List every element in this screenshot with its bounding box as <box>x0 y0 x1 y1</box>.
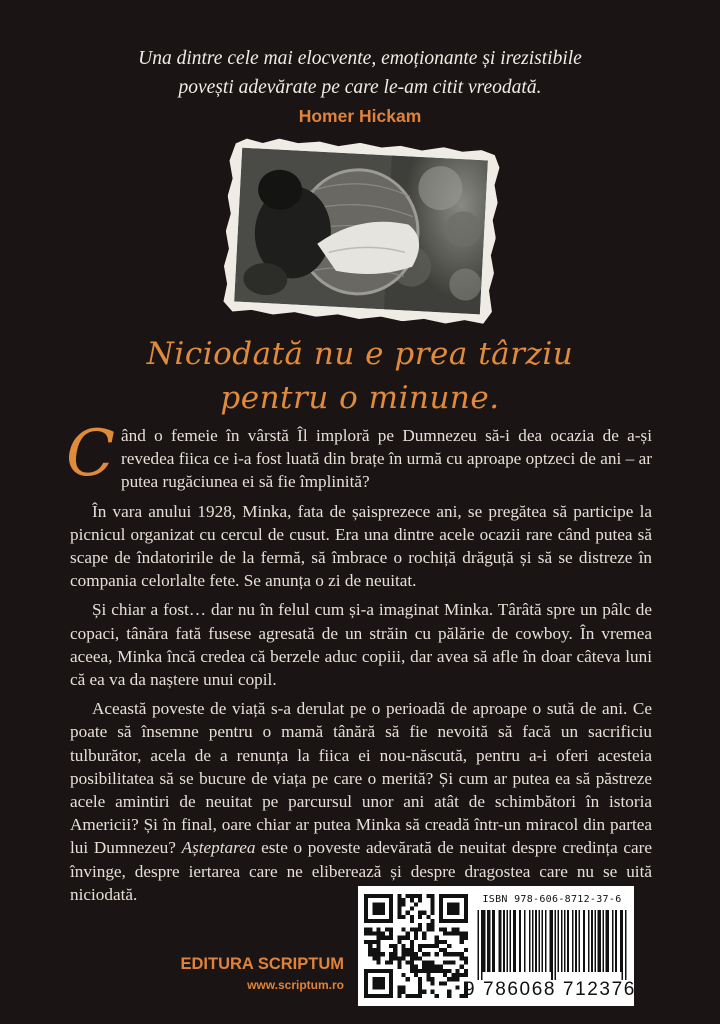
photo-image <box>234 148 488 315</box>
barcode <box>476 910 628 980</box>
quote-author: Homer Hickam <box>298 106 422 126</box>
publisher-name: EDITURA SCRIPTUM <box>180 955 344 973</box>
vintage-photo <box>222 136 501 326</box>
barcode-digits: 9 786068 712376 <box>464 979 636 1000</box>
quote-line-2: povești adevărate pe care le-am citit vreodată. <box>178 77 542 98</box>
paragraph-3: Și chiar a fost… dar nu în felul cum și-a imaginat Minka. Târâtă spre un pâlc de copaci, tânăra fată fusese agresată de un străin cu pălărie de cowboy. În vremea aceea, Minka încă credea că berzele aduc copiii, dar avea să afle în doar câteva luni că ea va da naștere unui copil. <box>70 600 652 690</box>
endorsement-quote <box>40 44 680 102</box>
qr-code <box>364 894 468 998</box>
publisher-website: www.scriptum.ro <box>247 978 344 992</box>
blurb-text <box>66 417 652 912</box>
headline-line-1: Niciodată nu e prea târziu <box>146 336 574 372</box>
drop-cap: C <box>66 417 115 491</box>
quote-line-1: Una dintre cele mai elocvente, emoționante și irezistibile <box>138 48 582 69</box>
paragraph-4: Această poveste de viață s-a derulat pe o perioadă de aproape o sută de ani. Ce poate să însemne pentru o mamă tânără să fie nevoită să facă un sacrificiu tulburător, acela de a renunța la fiica ei nou-născută, pentru a-i oferi acesteia posibilitatea să se bucure de viața pe care o merită? Și cum ar putea ea să păstreze acele amintiri de neuitat pe parcursul unor ani atât de schimbători în istoria Americii? Și în final, oare chiar ar putea Minka să creadă într-un miracol din partea lui Dumnezeu? Așteptarea este o poveste adevărată de neuitat despre credința care învinge, despre iertarea care ne eliberează și despre dragostea care nu se uită niciodată. <box>70 699 652 904</box>
isbn-label: ISBN 978-606-8712-37-6 <box>482 894 622 905</box>
book-title: Așteptarea <box>181 838 256 858</box>
headline-line-2: pentru o minune. <box>220 380 500 416</box>
paragraph-2: În vara anului 1928, Minka, fata de șaisprezece ani, se pregătea să participe la picnicul organizat cu cercul de cusut. Era una dintre acele ocazii rare când putea să scape de îndatoririle de la fermă, să îmbrace o rochiță drăguță și să se distreze în compania celorlalte fete. Se anunța o zi de neuitat. <box>70 501 652 591</box>
isbn-panel <box>358 886 634 1006</box>
paragraph-1: Când o femeie în vârstă Îl imploră pe Dumnezeu să-i dea ocazia de a-și revedea fiica ce i-a fost luată din brațe în urmă cu aproape optzeci de ani – ar putea rugăciunea ei să fie împlinită? <box>66 417 652 492</box>
